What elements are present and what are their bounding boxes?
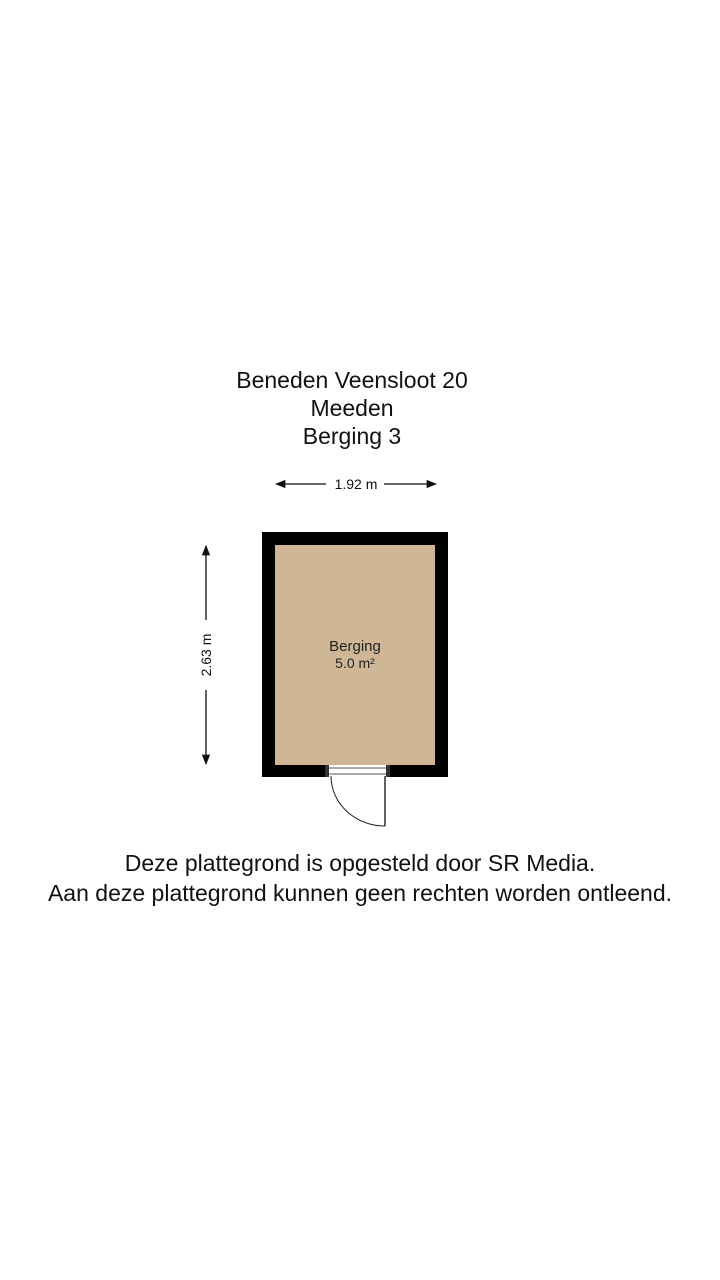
room-area-label: 5.0 m² <box>335 655 375 671</box>
door-opening <box>325 765 390 777</box>
width-dimension-label: 1.92 m <box>334 476 378 492</box>
door-jamb-left <box>325 765 329 777</box>
room-name-label: Berging <box>329 638 381 655</box>
door <box>325 765 390 826</box>
floor-title: Berging 3 <box>302 423 402 449</box>
disclaimer <box>0 848 720 908</box>
address-title: Beneden Veensloot 20 <box>236 367 468 393</box>
disclaimer-line-2: Aan deze plattegrond kunnen geen rechten worden ontleend. <box>47 880 673 906</box>
height-dimension-label: 2.63 m <box>198 633 214 677</box>
height-dimension <box>198 546 214 764</box>
disclaimer-line-1: Deze plattegrond is opgesteld door SR Media. <box>124 850 596 876</box>
door-jamb-right <box>386 765 390 777</box>
width-dimension <box>276 476 436 492</box>
city-title: Meeden <box>310 395 394 421</box>
door-swing-arc <box>331 776 385 826</box>
